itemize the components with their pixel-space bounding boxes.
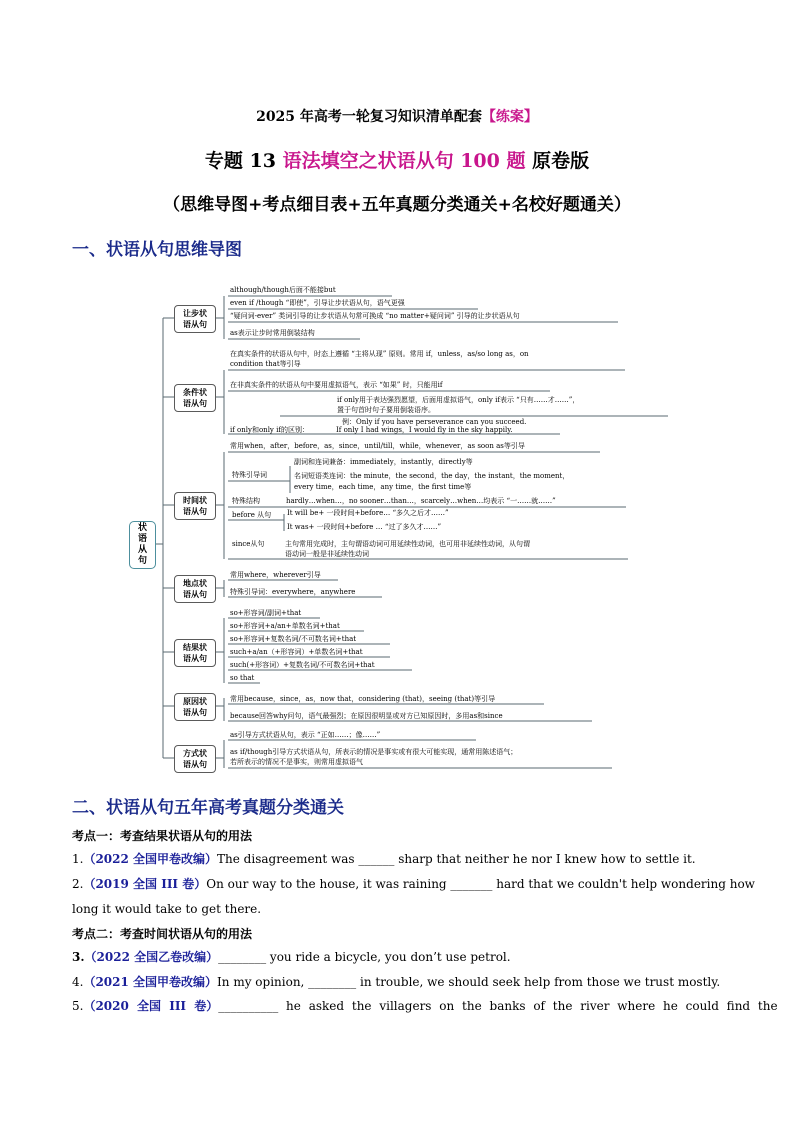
leaf-text: 常用when，after，before，as，since，until/till，while，whenever，as soon as等引导 [230,442,525,450]
leaf-text: 在真实条件的状语从句中，时态上遵循 “主将从现” 原则。常用 if，unless，as/so long as，on [230,350,529,358]
title-tag: 【练案】 [481,109,538,125]
leaf-text: 特殊结构 [232,497,260,505]
leaf-text: 若所表示的情况不是事实，则常用虚拟语气 [230,758,363,766]
question-2 [72,876,755,892]
question-text: On our way to the house, it was raining _______ hard that we couldn't help wondering how [206,877,755,891]
leaf-text: 例：Only if you have perseverance can you succeed. [342,418,527,426]
kaodian-1: 考点一：考查结果状语从句的用法 [72,829,253,843]
leaf-text: 名词短语类连词：the minute，the second，the day，the instant，the moment， [294,472,570,480]
mindmap-root [129,521,156,569]
leaf-text: If only I had wings，I would fly in the sky happily. [336,426,513,434]
leaf-text: every time，each time，any time，the first time等 [294,483,472,491]
branch-concession: 让步状 语从句 [174,305,216,333]
leaf-text: although/though后面不能接but [230,286,336,294]
root-label: 状 语 从 句 [137,523,147,566]
branch-time: 时间状 语从句 [174,492,216,520]
leaf-text: condition that等引导 [230,360,301,368]
question-source: （2022 全国甲卷改编） [83,852,218,866]
topic-number: 专题 13 [204,150,276,172]
leaf-text: It was+ 一段时间+before … “过了多久才……” [287,523,442,531]
leaf-text: 特殊引导词 [232,471,267,479]
question-number: 1. [72,852,84,866]
question-source: （2022 全国乙卷改编） [84,950,219,964]
leaf-text: 副词和连词兼备：immediately，instantly，directly等 [294,458,473,466]
title-prefix: 2025 年高考一轮复习知识清单配套 [256,109,482,125]
question-1 [72,851,696,867]
question-number: 2. [72,877,84,891]
leaf-text: so+形容词/副词+that [230,609,302,617]
section1-title: 一、状语从句思维导图 [72,240,242,260]
branch-place: 地点状 语从句 [174,575,216,603]
leaf-text: 在非真实条件的状语从句中要用虚拟语气，表示 “如果” 时，只能用if [230,381,443,389]
edition-label: 原卷版 [532,150,590,172]
question-number: 4. [72,975,84,989]
question-source: （2021 全国甲卷改编） [83,975,218,989]
leaf-text: if only和only if的区别： [230,426,309,434]
question-5 [72,998,778,1014]
leaf-text: because回答why问句，语气最强烈；在原因很明显或对方已知原因时，多用as和since [230,712,503,720]
leaf-text: 置于句首时句子要用倒装语序。 [337,406,435,414]
leaf-text: if only用于表达强烈愿望，后面用虚拟语气，only if表示 “只有……才……”， [337,396,580,404]
question-number: 3. [72,950,85,964]
leaf-text: as if/though引导方式状语从句，所表示的情况是事实或有很大可能实现，通常用陈述语气； [230,748,518,756]
leaf-text: hardly…when…，no sooner…than…，scarcely…when…均表示 “一……就……” [286,497,556,505]
question-count: 100 题 [460,150,526,172]
leaf-text: such+a/an（+形容词）+单数名词+that [230,648,363,656]
leaf-text: as引导方式状语从句，表示 “正如……；像……” [230,731,381,739]
question-4 [72,974,720,990]
question-text: The disagreement was ______ sharp that neither he nor I knew how to settle it. [217,852,696,866]
branch-result: 结果状 语从句 [174,639,216,667]
leaf-text: 常用where，wherever引导 [230,571,321,579]
branch-cause: 原因状 语从句 [174,693,216,721]
leaf-text: such(+形容词）+复数名词/不可数名词+that [230,661,375,669]
leaf-text: “疑问词-ever” 类词引导的让步状语从句常可换成 “no matter+疑问词” 引导的让步状语从句 [230,312,520,320]
branch-manner: 方式状 语从句 [174,745,216,773]
leaf-text: so+形容词+a/an+单数名词+that [230,622,340,630]
section2-title: 二、状语从句五年高考真题分类通关 [72,798,344,818]
leaf-text: so+形容词+复数名词/不可数名词+that [230,635,357,643]
question-2-continued: long it would take to get there. [72,902,262,916]
leaf-text: 主句常用完成时，主句谓语动词可用延续性动词，也可用非延续性动词，从句谓 [285,540,530,548]
kaodian-2: 考点二：考查时间状语从句的用法 [72,927,253,941]
leaf-text: 语动词一般是非延续性动词 [285,550,369,558]
doc-subtitle: （思维导图+考点细目表+五年真题分类通关+名校好题通关） [163,195,631,215]
question-text: __________ he asked the villagers on the banks of the river where he could find the [218,999,778,1013]
leaf-text: before 从句 [232,511,272,519]
question-source: （2020 全国 III 卷） [83,999,219,1013]
leaf-text: since从句 [232,540,265,548]
question-source: （2019 全国 III 卷） [83,877,207,891]
leaf-text: 特殊引导词：everywhere，anywhere [230,588,356,596]
question-3 [72,949,511,965]
leaf-text: so that [230,674,255,682]
question-text: In my opinion, ________ in trouble, we should seek help from those we trust mostly. [217,975,721,989]
leaf-text: It will be+ 一段时间+before… “多久之后才……” [287,509,449,517]
leaf-text: even if /though “即使”，引导让步状语从句，语气更强 [230,299,405,307]
leaf-text: 常用because，since，as，now that，considering (that)，seeing (that)等引导 [230,695,496,703]
branch-condition: 条件状 语从句 [174,384,216,412]
question-text: ________ you ride a bicycle, you don’t use petrol. [218,950,511,964]
topic-name: 语法填空之状语从句 [282,150,454,172]
leaf-text: as表示让步时常用倒装结构 [230,329,315,337]
question-number: 5. [72,999,84,1013]
